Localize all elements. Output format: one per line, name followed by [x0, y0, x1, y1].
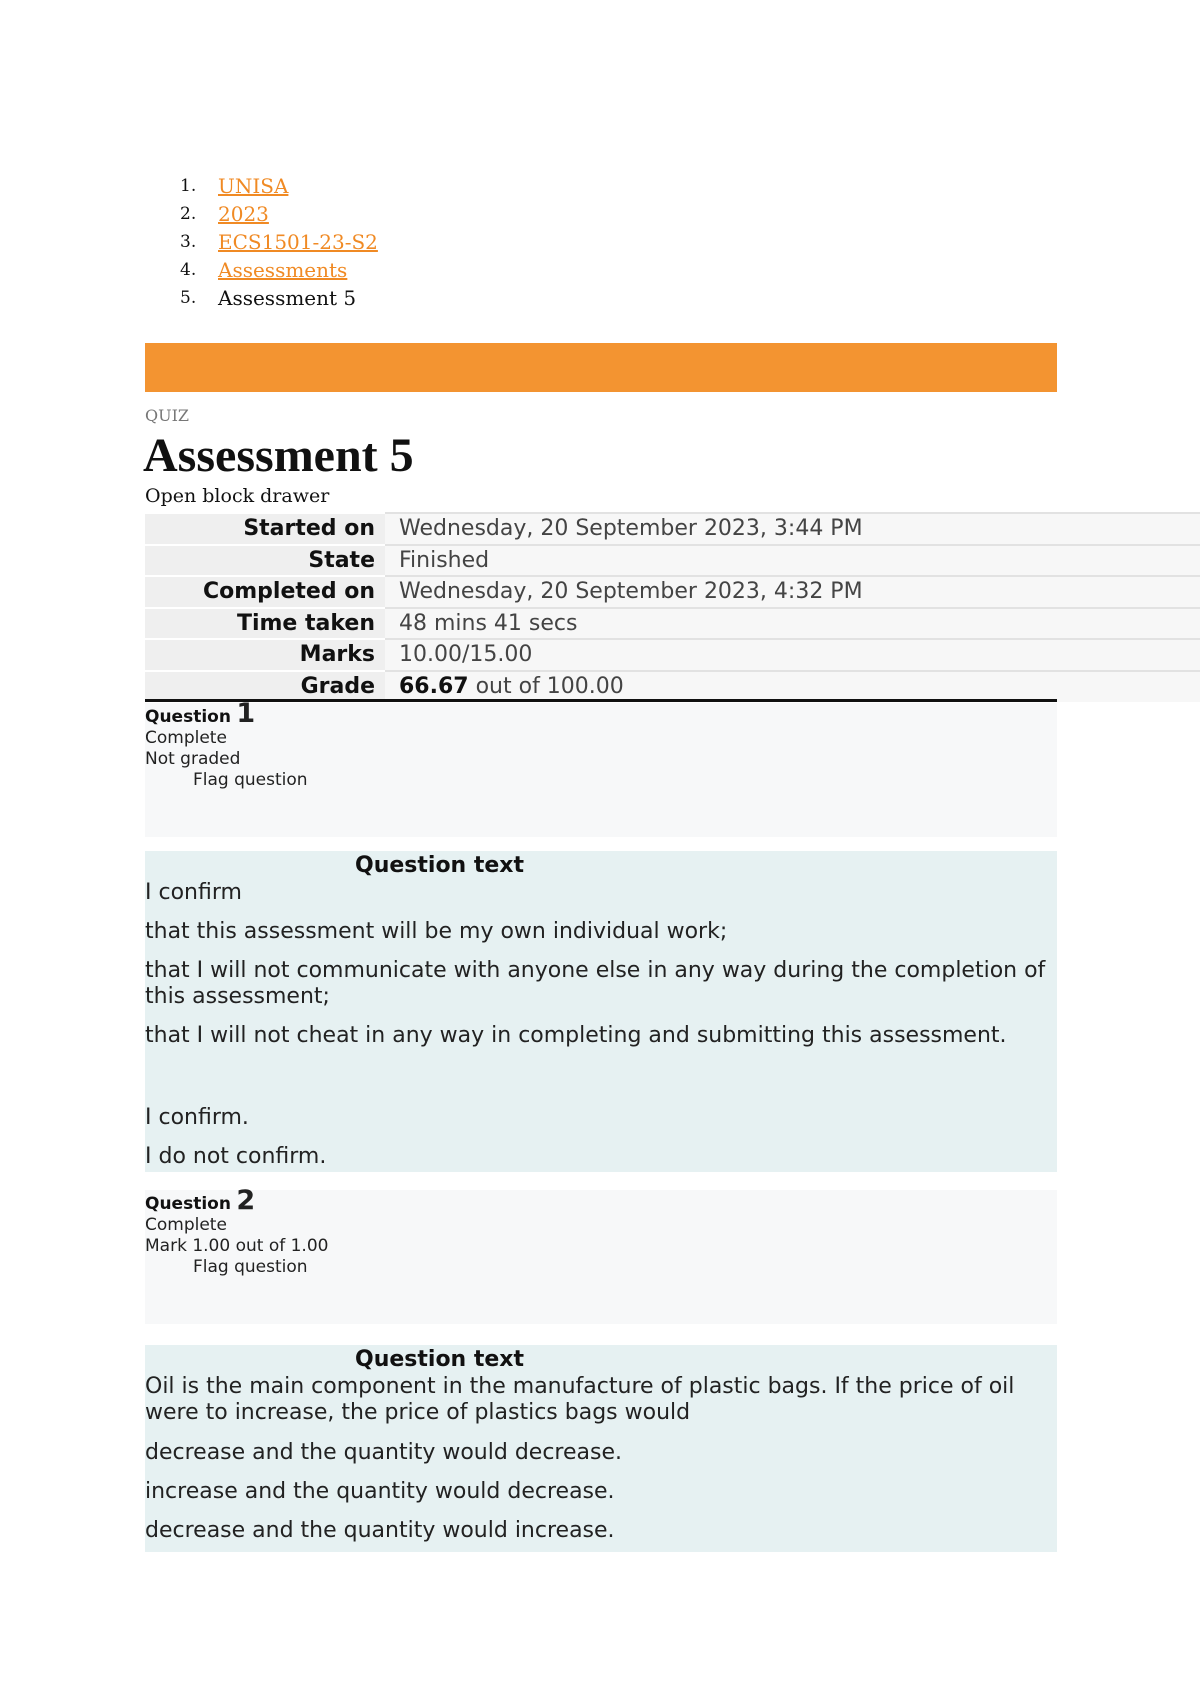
question-1-content: [145, 851, 1057, 1172]
question-1-line: that this assessment will be my own individual work;: [145, 919, 728, 944]
summary-row-time: [145, 608, 1200, 640]
activity-type-label: QUIZ: [145, 406, 190, 425]
question-2-mark: Mark 1.00 out of 1.00: [145, 1236, 329, 1256]
question-1-mark: Not graded: [145, 749, 241, 769]
summary-value: Wednesday, 20 September 2023, 3:44 PM: [385, 513, 1200, 545]
question-1-line: that I will not communicate with anyone else in any way during the completion of this assessment;: [145, 958, 1046, 1009]
page-title: Assessment 5: [143, 429, 414, 482]
question-label: Question: [145, 707, 231, 727]
summary-label: Grade: [145, 671, 385, 703]
breadcrumb-item: [180, 284, 378, 312]
breadcrumb-link-unisa[interactable]: UNISA: [218, 174, 289, 198]
answer-option[interactable]: decrease and the quantity would decrease.: [145, 1440, 622, 1465]
summary-value: 48 mins 41 secs: [385, 608, 1200, 640]
summary-label: Marks: [145, 639, 385, 671]
summary-value: 10.00/15.00: [385, 639, 1200, 671]
summary-row-state: [145, 545, 1200, 577]
summary-value: Finished: [385, 545, 1200, 577]
question-text-heading: Question text: [351, 1347, 528, 1372]
question-2-heading: [145, 1185, 1057, 1216]
question-1-line: that I will not cheat in any way in completing and submitting this assessment.: [145, 1023, 1007, 1048]
breadcrumb-number: 4.: [180, 260, 197, 280]
question-1-line: I confirm: [145, 880, 242, 905]
open-block-drawer-link[interactable]: Open block drawer: [145, 485, 330, 507]
flag-question-2-button[interactable]: Flag question: [193, 1257, 308, 1277]
breadcrumb-number: 3.: [180, 232, 197, 252]
question-1-status: Complete: [145, 728, 227, 748]
breadcrumb-number: 5.: [180, 288, 197, 308]
question-1-info: [145, 698, 1057, 837]
breadcrumb-item: [180, 256, 378, 284]
question-2-prompt: Oil is the main component in the manufacture of plastic bags. If the price of oil were to increase, the price of plastics bags would: [145, 1374, 1015, 1425]
summary-divider: [145, 699, 1057, 702]
breadcrumb-link-course[interactable]: ECS1501-23-S2: [218, 230, 378, 254]
question-1-heading: [145, 698, 1057, 729]
grade-score: 66.67: [399, 674, 469, 700]
summary-value: Wednesday, 20 September 2023, 4:32 PM: [385, 576, 1200, 608]
answer-option[interactable]: I do not confirm.: [145, 1144, 327, 1169]
question-2-status: Complete: [145, 1215, 227, 1235]
answer-option[interactable]: increase and the quantity would decrease.: [145, 1479, 615, 1504]
flag-question-1-button[interactable]: Flag question: [193, 770, 308, 790]
question-number: 1: [236, 698, 256, 729]
summary-row-grade: [145, 671, 1200, 703]
question-text-heading: Question text: [351, 853, 528, 878]
breadcrumb-number: 1.: [180, 176, 197, 196]
breadcrumb: [180, 172, 378, 312]
question-2-content: [145, 1345, 1057, 1552]
breadcrumb-item: [180, 228, 378, 256]
answer-option[interactable]: I confirm.: [145, 1105, 249, 1130]
answer-option[interactable]: decrease and the quantity would increase.: [145, 1518, 615, 1543]
summary-label: Completed on: [145, 576, 385, 608]
question-2-info: [145, 1185, 1057, 1324]
breadcrumb-item: [180, 200, 378, 228]
summary-row-completed: [145, 576, 1200, 608]
summary-row-started: [145, 513, 1200, 545]
summary-value: [385, 671, 1200, 703]
breadcrumb-link-year[interactable]: 2023: [218, 202, 269, 226]
breadcrumb-number: 2.: [180, 204, 197, 224]
breadcrumb-item: [180, 172, 378, 200]
summary-label: Time taken: [145, 608, 385, 640]
attempt-summary-table: [145, 512, 1200, 702]
question-number: 2: [236, 1185, 256, 1216]
summary-label: State: [145, 545, 385, 577]
summary-label: Started on: [145, 513, 385, 545]
grade-suffix: out of 100.00: [468, 674, 624, 700]
breadcrumb-current: Assessment 5: [218, 286, 357, 310]
header-banner: [145, 343, 1057, 392]
summary-row-marks: [145, 639, 1200, 671]
breadcrumb-link-assessments[interactable]: Assessments: [218, 258, 348, 282]
question-label: Question: [145, 1194, 231, 1214]
